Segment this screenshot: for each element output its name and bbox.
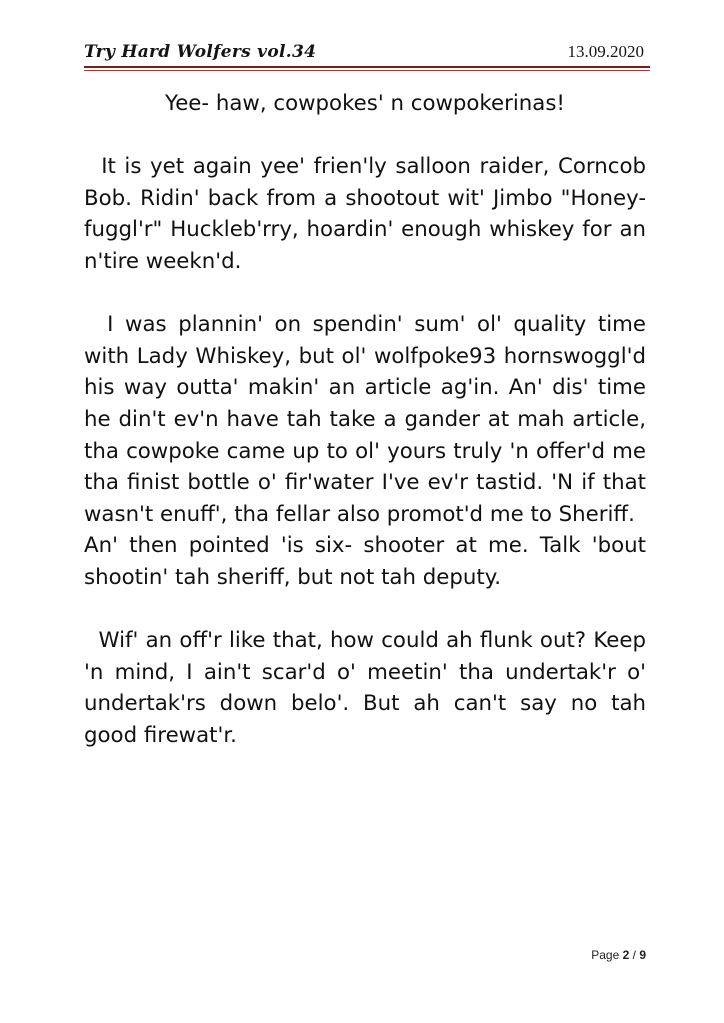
greeting-line: Yee- haw, cowpokes' n cowpokerinas! <box>165 91 565 116</box>
total-pages: 9 <box>639 948 646 962</box>
issue-date: 13.09.2020 <box>567 42 644 61</box>
paragraph-six-shooter: An' then pointed 'is six- shooter at me. Talk 'bout shootin' tah sheriff, but not tah deputy. <box>84 533 646 590</box>
page-header <box>84 40 644 66</box>
article-body <box>84 88 646 751</box>
page-separator: / <box>632 948 636 962</box>
header-rule-thin <box>84 70 650 71</box>
page-label: Page <box>591 948 620 962</box>
page-number <box>591 948 646 962</box>
paragraph-offer: Wif' an off'r like that, how could ah flunk out? Keep 'n mind, I ain't scar'd o' meetin' tha undertak'r o' undertak'rs down belo'. But ah can't say no tah good firewat'r. <box>84 628 646 748</box>
paragraph-whiskey: I was plannin' on spendin' sum' ol' quality time with Lady Whiskey, but ol' wolfpoke93 hornswoggl'd his way outta' makin' an article ag'in. An' dis' time he din't ev'n have tah take a gander at mah article, tha cowpoke came up to ol' yours truly 'n offer'd me tha finist bottle o' fir'water I've ev'r tastid. 'N if that wasn't enuff', tha fellar also promot'd me to Sheriff. <box>84 312 646 527</box>
magazine-title: Try Hard Wolfers vol.34 <box>84 42 317 62</box>
current-page: 2 <box>622 948 630 962</box>
paragraph-intro: It is yet again yee' frien'ly salloon raider, Corncob Bob. Ridin' back from a shootout wit' Jimbo "Honey- fuggl'r" Huckleb'rry, hoardin' enough whiskey for an n'tire weekn'd. <box>84 154 646 274</box>
header-rule <box>84 66 650 68</box>
